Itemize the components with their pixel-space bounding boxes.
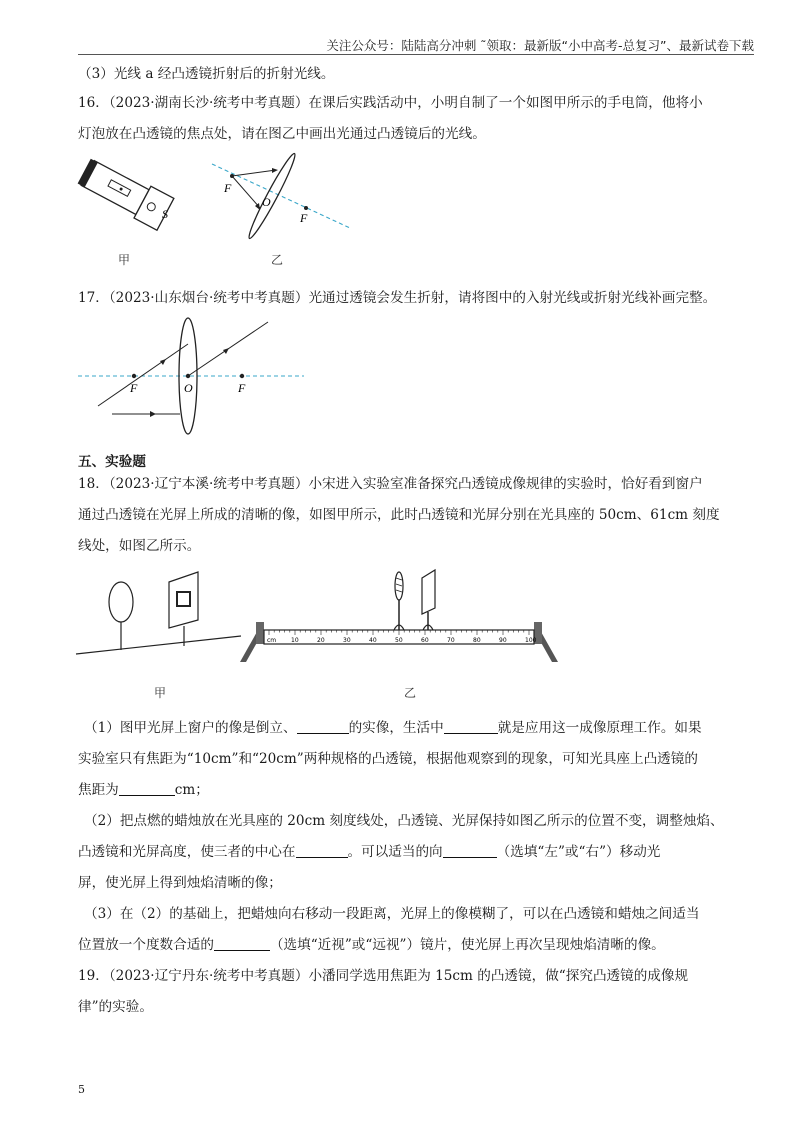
fig16-lens-diagram <box>210 148 360 248</box>
bench-tick-label: 100 <box>525 637 537 644</box>
fig16-caption-yi: 乙 <box>271 253 284 267</box>
answer-blank-image-type[interactable] <box>297 719 349 734</box>
q18-part1-line-c <box>78 780 209 800</box>
fig17-label-F2: F <box>238 381 246 395</box>
text-line-q15-part3: （3）光线 a 经凸透镜折射后的折射光线。 <box>78 66 335 82</box>
q18-part2-line-c: 屏，使光屏上得到烛焰清晰的像； <box>78 875 282 891</box>
answer-blank-lens-type[interactable] <box>214 936 270 951</box>
bench-tick-label: 80 <box>473 637 481 644</box>
bench-unit-label: cm <box>267 637 277 644</box>
answer-blank-center-height[interactable] <box>296 843 348 858</box>
fig18-caption-yi: 乙 <box>404 686 417 700</box>
q18-part2-line-a: （2）把点燃的蜡烛放在光具座的 20cm 刻度线处，凸透镜、光屏保持如图乙所示的位置不变，调整烛焰、 <box>84 813 724 829</box>
q18-part3-line-a: （3）在（2）的基础上，把蜡烛向右移动一段距离，光屏上的像模糊了，可以在凸透镜和蜡烛之间适当 <box>84 906 700 922</box>
header-promo: 关注公众号：陆陆高分冲刺 ˜领取：最新版“小中高考-总复习”、最新试卷下载 <box>326 38 754 53</box>
section-heading-experiments: 五、实验题 <box>78 454 146 470</box>
fig18-caption-jia: 甲 <box>154 686 167 700</box>
page-number: 5 <box>78 1083 85 1096</box>
q18-part1-line-b: 实验室只有焦距为“10cm”和“20cm”两种规格的凸透镜，根据他观察到的现象，可知光具座上凸透镜的 <box>78 751 698 767</box>
bench-tick-label: 40 <box>369 637 377 644</box>
text-line-q18b: 通过凸透镜在光屏上所成的清晰的像，如图甲所示，此时凸透镜和光屏分别在光具座的 50cm、61cm 刻度 <box>78 507 720 523</box>
fig16-label-O: O <box>262 195 271 209</box>
q18-p3b-text-2: （选填“近视”或“远视”）镜片，使光屏上再次呈现烛焰清晰的像。 <box>269 937 665 953</box>
fig17-label-O: O <box>184 381 193 395</box>
fig16-label-F2: F <box>300 211 308 225</box>
bench-tick-label: 50 <box>395 637 403 644</box>
bench-tick-label: 60 <box>421 637 429 644</box>
q18-p2b-text-3: （选填“左”或“右”）移动光 <box>496 844 661 860</box>
bench-tick-label: 90 <box>499 637 507 644</box>
q18-p1a-text-1: （1）图甲光屏上窗户的像是倒立、 <box>84 720 297 736</box>
q18-part2-line-b <box>78 842 660 862</box>
answer-blank-application[interactable] <box>444 719 498 734</box>
q18-p1a-text-2: 的实像，生活中 <box>348 720 444 736</box>
answer-blank-direction[interactable] <box>443 843 497 858</box>
bench-tick-label: 30 <box>343 637 351 644</box>
fig16-flashlight-diagram <box>70 160 190 240</box>
bench-tick-label: 10 <box>291 637 299 644</box>
answer-blank-focal-length[interactable] <box>119 781 175 796</box>
q18-p1a-text-3: 就是应用这一成像原理工作。如果 <box>497 720 702 736</box>
fig18-window-screen-diagram <box>76 570 246 665</box>
header-rule <box>78 54 754 55</box>
q18-p2b-text-2: 。可以适当的向 <box>347 844 443 860</box>
fig18-optical-bench-diagram <box>238 568 560 668</box>
q18-p1c-text-1: 焦距为 <box>78 782 119 798</box>
text-line-q16a: 16．（2023·湖南长沙·统考中考真题）在课后实践活动中，小明自制了一个如图甲所示的手电筒，他将小 <box>78 95 703 111</box>
text-line-q18a: 18．（2023·辽宁本溪·统考中考真题）小宋进入实验室准备探究凸透镜成像规律的实验时，恰好看到窗户 <box>78 476 703 492</box>
q18-p2b-text-1: 凸透镜和光屏高度，使三者的中心在 <box>78 844 296 860</box>
text-line-q16b: 灯泡放在凸透镜的焦点处，请在图乙中画出光通过凸透镜后的光线。 <box>78 126 486 142</box>
fig16-label-S: S <box>162 207 168 221</box>
text-line-q19b: 律”的实验。 <box>78 999 153 1015</box>
fig16-caption-jia: 甲 <box>118 253 131 267</box>
text-line-q19a: 19．（2023·辽宁丹东·统考中考真题）小潘同学选用焦距为 15cm 的凸透镜，做“探究凸透镜的成像规 <box>78 968 689 984</box>
text-line-q18c: 线处，如图乙所示。 <box>78 538 201 554</box>
q18-p1c-text-2: cm； <box>174 782 209 798</box>
fig17-lens-diagram <box>78 314 308 439</box>
fig16-label-F1: F <box>224 181 232 195</box>
bench-tick-label: 20 <box>317 637 325 644</box>
q18-part3-line-b <box>78 935 665 955</box>
q18-p3b-text-1: 位置放一个度数合适的 <box>78 937 214 953</box>
fig17-label-F1: F <box>130 381 138 395</box>
q18-part1-line-a <box>84 718 702 738</box>
text-line-q17: 17．（2023·山东烟台·统考中考真题）光通过透镜会发生折射，请将图中的入射光线或折射光线补画完整。 <box>78 290 717 306</box>
bench-tick-label: 70 <box>447 637 455 644</box>
